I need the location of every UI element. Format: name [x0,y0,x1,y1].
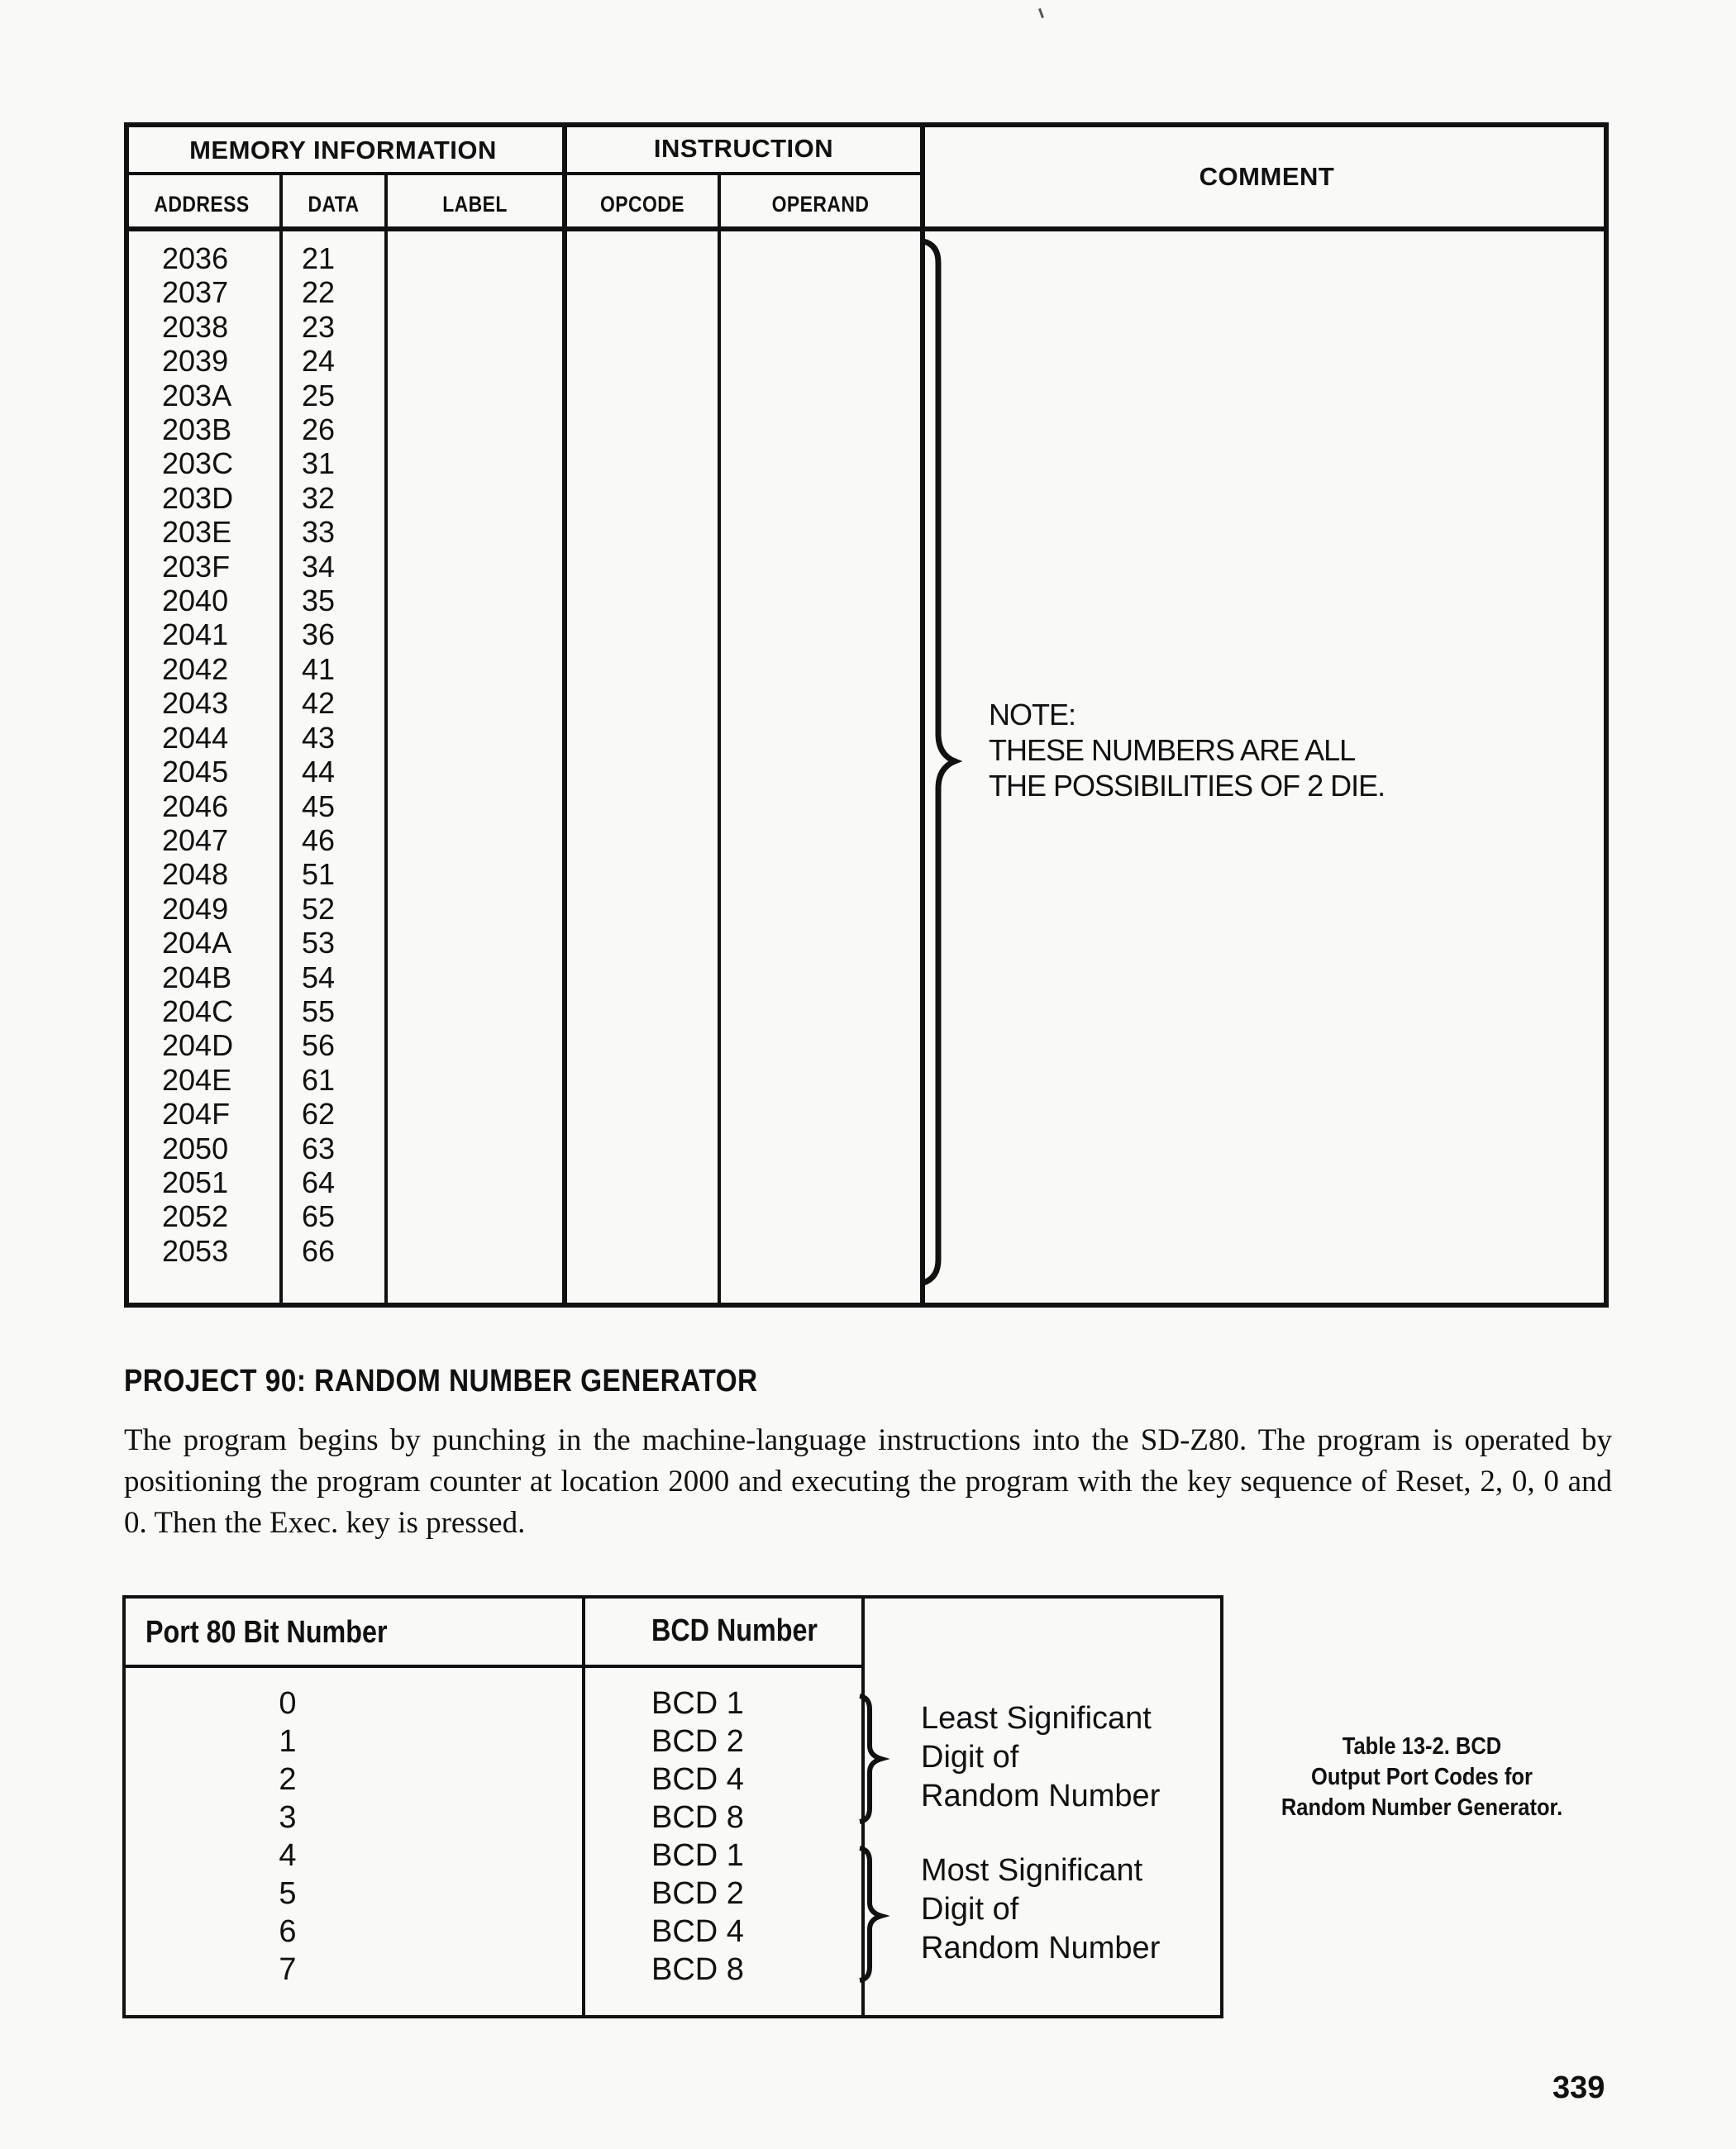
header-data: DATA [308,192,360,217]
data-cell: 36 [302,617,336,652]
data-cell: 46 [302,822,336,857]
data-cell: 64 [302,1165,336,1199]
bcd-number-cell: BCD 8 [651,1800,744,1835]
data-cell: 41 [302,651,336,686]
address-cell: 204F [162,1097,231,1132]
data-cell: 34 [302,549,336,584]
section-heading: PROJECT 90: RANDOM NUMBER GENERATOR [124,1364,758,1399]
address-cell: 204B [162,960,232,994]
data-column [302,241,368,1268]
bit-column [263,1684,312,1989]
least-significant-label [921,1699,1160,1816]
address-cell: 203A [162,378,232,412]
label-line: Least Significant [921,1701,1152,1736]
address-cell: 2039 [162,344,229,379]
address-cell: 2047 [162,822,229,857]
caption-line: Output Port Codes for [1311,1764,1533,1790]
label-line: Random Number [921,1931,1161,1966]
address-cell: 2036 [162,241,229,275]
header-label: LABEL [442,192,508,217]
bit-number-cell: 1 [279,1724,297,1759]
data-cell: 44 [302,755,336,789]
divider-opcode-operand [718,175,721,1308]
address-column [162,241,278,1268]
label-line: Random Number [921,1779,1161,1813]
address-cell: 2040 [162,584,229,618]
caption-line: Table 13-2. BCD [1342,1733,1502,1760]
bit-number-cell: 3 [279,1800,297,1835]
label-line: Digit of [921,1740,1019,1775]
address-cell: 2052 [162,1199,229,1234]
header-operand: OPERAND [771,192,870,217]
data-cell: 31 [302,446,336,481]
address-cell: 204D [162,1028,234,1063]
bcd-table [122,1595,1223,2018]
address-cell: 2045 [162,755,229,789]
bcd-number-cell: BCD 1 [651,1838,744,1873]
data-cell: 21 [302,241,336,275]
bcd-number-cell: BCD 8 [651,1952,744,1987]
address-cell: 204E [162,1062,232,1097]
page-number: 339 [1552,2070,1605,2105]
data-cell: 35 [302,584,336,618]
data-cell: 55 [302,993,336,1028]
data-cell: 66 [302,1233,336,1268]
address-cell: 203D [162,480,234,515]
bit-number-cell: 6 [279,1914,297,1949]
bcd-number-cell: BCD 1 [651,1686,744,1721]
header-line-2 [124,226,1609,231]
address-cell: 2049 [162,891,229,926]
data-cell: 33 [302,515,336,550]
label-line: Digit of [921,1892,1019,1927]
address-cell: 204C [162,993,234,1028]
most-significant-label [921,1851,1160,1968]
caption-line: Random Number Generator. [1281,1794,1563,1821]
address-cell: 2043 [162,686,229,721]
bit-number-cell: 4 [279,1838,297,1873]
address-cell: 203F [162,549,231,584]
right-brace-icon [856,1693,889,1825]
note-line: NOTE: [989,698,1076,731]
data-cell: 24 [302,344,336,379]
header-bit-number: Port 80 Bit Number [145,1615,388,1650]
right-brace-icon [920,238,970,1288]
memory-table [124,122,1609,1308]
data-cell: 53 [302,926,336,960]
header-instruction: INSTRUCTION [653,134,834,163]
address-cell: 2044 [162,720,229,755]
data-cell: 52 [302,891,336,926]
table-caption [1276,1732,1567,1823]
stray-mark [1038,8,1044,18]
address-cell: 2041 [162,617,229,652]
bcd-number-cell: BCD 4 [651,1762,744,1797]
data-cell: 43 [302,720,336,755]
right-brace-icon [856,1845,889,1985]
comment-note [989,697,1385,803]
bcd-number-cell: BCD 4 [651,1914,744,1949]
data-cell: 63 [302,1131,336,1165]
header-bcd-number: BCD Number [651,1613,818,1648]
header-line-1 [124,172,923,175]
address-cell: 2042 [162,651,229,686]
data-cell: 51 [302,857,336,892]
data-cell: 42 [302,686,336,721]
bcd-column [651,1684,784,1989]
address-cell: 2050 [162,1131,229,1165]
address-cell: 2046 [162,789,229,823]
header-line [122,1665,863,1668]
data-cell: 62 [302,1097,336,1132]
data-cell: 56 [302,1028,336,1063]
header-comment: COMMENT [1199,162,1335,191]
address-cell: 2038 [162,309,229,344]
note-line: THESE NUMBERS ARE ALL [989,733,1356,767]
data-cell: 54 [302,960,336,994]
bit-number-cell: 0 [279,1686,297,1721]
header-opcode: OPCODE [599,192,685,217]
label-line: Most Significant [921,1853,1143,1888]
data-cell: 45 [302,789,336,823]
bit-number-cell: 2 [279,1762,297,1797]
divider-data-label [384,175,388,1308]
address-cell: 203B [162,412,232,447]
address-cell: 204A [162,926,232,960]
divider-bit-bcd [582,1595,585,2018]
data-cell: 22 [302,275,336,310]
bcd-number-cell: BCD 2 [651,1724,744,1759]
divider-address-data [279,175,283,1308]
note-line: THE POSSIBILITIES OF 2 DIE. [989,769,1385,803]
address-cell: 2051 [162,1165,229,1199]
header-memory-information: MEMORY INFORMATION [189,136,497,164]
address-cell: 2053 [162,1233,229,1268]
data-cell: 65 [302,1199,336,1234]
data-cell: 25 [302,378,336,412]
address-cell: 2048 [162,857,229,892]
divider-memory-instruction [562,122,567,1308]
data-cell: 23 [302,309,336,344]
bcd-number-cell: BCD 2 [651,1876,744,1911]
address-cell: 203E [162,515,232,550]
data-cell: 26 [302,412,336,447]
body-paragraph: The program begins by punching in the machine-language instructions into the SD-Z80. The program is operated by positioning the program counter at location 2000 and executing the program with the key sequence of Reset, 2, 0, 0 and 0. Then the Exec. key is pressed. [124,1423,1612,1540]
address-cell: 2037 [162,275,229,310]
bit-number-cell: 7 [279,1952,297,1987]
bit-number-cell: 5 [279,1876,297,1911]
data-cell: 61 [302,1062,336,1097]
header-address: ADDRESS [154,192,250,217]
address-cell: 203C [162,446,234,481]
data-cell: 32 [302,480,336,515]
